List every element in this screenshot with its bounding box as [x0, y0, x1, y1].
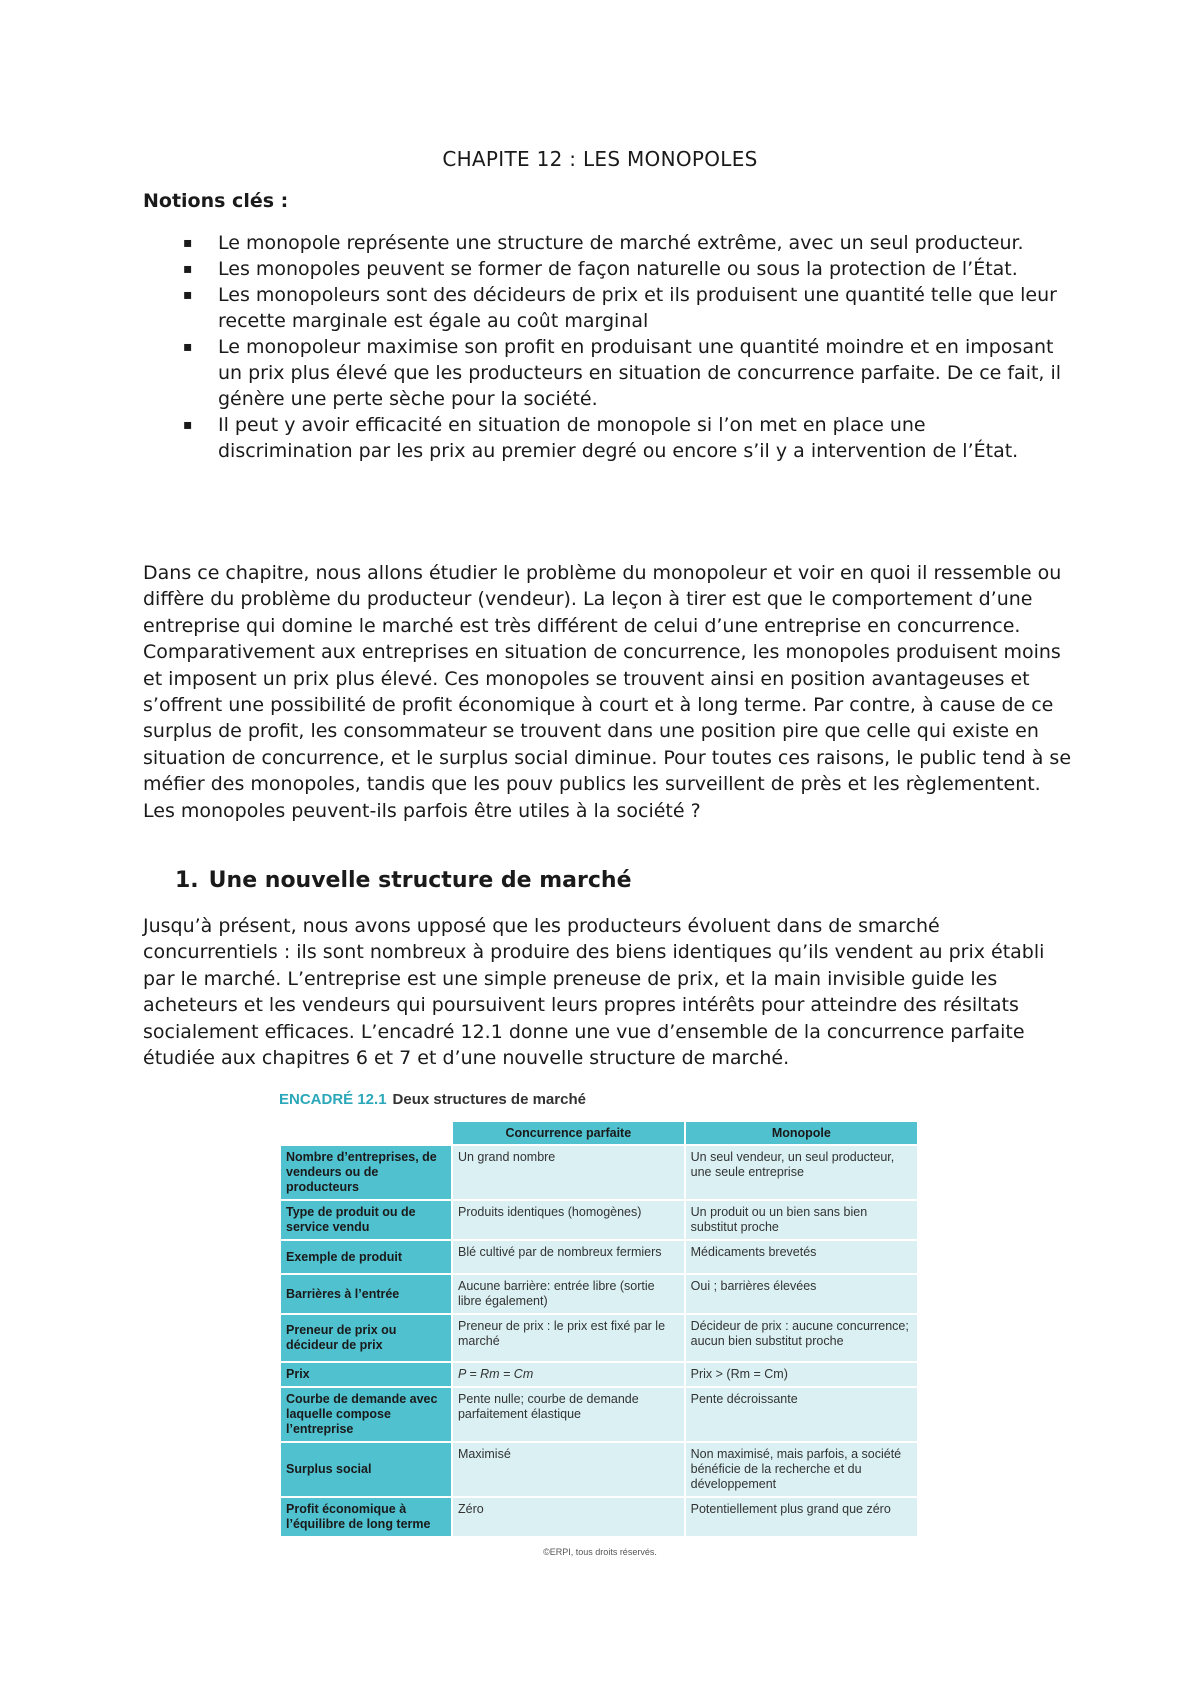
cell-monopole: Un produit ou un bien sans bien substitut proche — [685, 1200, 918, 1240]
section-heading — [175, 868, 631, 893]
cell-monopole: Pente décroissante — [685, 1387, 918, 1442]
encadre-title — [279, 1091, 919, 1108]
encadre-box — [279, 1091, 919, 1538]
cell-concurrence: Zéro — [452, 1497, 685, 1537]
cell-monopole: Décideur de prix : aucune concurrence; aucun bien substitut proche — [685, 1314, 918, 1362]
row-header: Courbe de demande avec laquelle compose l’entreprise — [280, 1387, 452, 1442]
intro-paragraph: Dans ce chapitre, nous allons étudier le problème du monopoleur et voir en quoi il ressemble ou diffère du problème du producteur (vendeur). La leçon à tirer est que le comportement d’une entreprise qui domine le marché est très différent de celui d’une entreprise en concurrence. Comparativement aux entreprises en situation de concurrence, les monopoles produisent moins et imposent un prix plus élevé. Ces monopoles se trouvent ainsi en position avantageuses et s’offrent une possibilité de profit économique à court et à long terme. Par contre, à cause de ce surplus de profit, les consommateur se trouvent dans une position pire que celle qui existe en situation de concurrence, et le surplus social diminue. Pour toutes ces raisons, le public tend à se méfier des monopoles, tandis que les pouv publics les surveillent de près et les règlementent. Les monopoles peuvent-ils parfois être utiles à la société ? — [143, 562, 1072, 822]
copyright-note: ©ERPI, tous droits réservés. — [543, 1547, 657, 1557]
table-row — [280, 1200, 918, 1240]
cell-concurrence: Un grand nombre — [452, 1145, 685, 1200]
encadre-heading: Deux structures de marché — [392, 1091, 586, 1108]
notions-list — [143, 230, 1063, 464]
bullet-icon: ▪ — [183, 261, 193, 277]
table-row — [280, 1497, 918, 1537]
cell-concurrence: Pente nulle; courbe de demande parfaitement élastique — [452, 1387, 685, 1442]
row-header: Exemple de produit — [280, 1240, 452, 1274]
list-item: ▪ Le monopoleur maximise son profit en produisant une quantité moindre et en imposant un prix plus élevé que les producteurs en situation de concurrence parfaite. De ce fait, il génère une perte sèche pour la société. — [183, 336, 1062, 410]
page-title: CHAPITE 12 : LES MONOPOLES — [442, 147, 758, 171]
header-monopole: Monopole — [685, 1121, 918, 1145]
row-header: Profit économique à l’équilibre de long terme — [280, 1497, 452, 1537]
notions-label: Notions clés : — [143, 190, 289, 212]
bullet-icon: ▪ — [183, 235, 193, 251]
table-header-row — [280, 1121, 918, 1145]
table-row — [280, 1240, 918, 1274]
cell-concurrence: Produits identiques (homogènes) — [452, 1200, 685, 1240]
cell-monopole: Médicaments brevetés — [685, 1240, 918, 1274]
cell-monopole: Prix > (Rm = Cm) — [685, 1362, 918, 1387]
cell-concurrence: Maximisé — [452, 1442, 685, 1497]
row-header: Preneur de prix ou décideur de prix — [280, 1314, 452, 1362]
cell-concurrence: Preneur de prix : le prix est fixé par le marché — [452, 1314, 685, 1362]
table-row — [280, 1145, 918, 1200]
list-item: ▪ Les monopoles peuvent se former de façon naturelle ou sous la protection de l’État. — [183, 258, 1018, 280]
cell-concurrence: P = Rm = Cm — [452, 1362, 685, 1387]
section-title: Une nouvelle structure de marché — [208, 868, 632, 893]
row-header: Type de produit ou de service vendu — [280, 1200, 452, 1240]
row-header: Surplus social — [280, 1442, 452, 1497]
market-structure-table — [279, 1120, 919, 1538]
section-number: 1. — [175, 868, 199, 893]
table-row — [280, 1314, 918, 1362]
row-header: Barrières à l’entrée — [280, 1274, 452, 1314]
section-paragraph: Jusqu’à présent, nous avons upposé que les producteurs évoluent dans de smarché concurrentiels : ils sont nombreux à produire des biens identiques qu’ils vendent au prix établi par le marché. L’entreprise est une simple preneuse de prix, et la main invisible guide les acheteurs et les vendeurs qui poursuivent leurs propres intérêts pour atteindre des résiltats socialement efficaces. L’encadré 12.1 donne une vue d’ensemble de la concurrence parfaite étudiée aux chapitres 6 et 7 et d’une nouvelle structure de marché. — [143, 915, 1045, 1070]
row-header: Prix — [280, 1362, 452, 1387]
cell-monopole: Non maximisé, mais parfois, a société bénéficie de la recherche et du développement — [685, 1442, 918, 1497]
bullet-icon: ▪ — [183, 287, 193, 303]
table-row — [280, 1387, 918, 1442]
cell-monopole: Potentiellement plus grand que zéro — [685, 1497, 918, 1537]
row-header: Nombre d’entreprises, de vendeurs ou de producteurs — [280, 1145, 452, 1200]
header-concurrence: Concurrence parfaite — [452, 1121, 685, 1145]
bullet-icon: ▪ — [183, 417, 193, 433]
cell-concurrence: Blé cultivé par de nombreux fermiers — [452, 1240, 685, 1274]
encadre-label: ENCADRÉ 12.1 — [279, 1091, 387, 1108]
cell-monopole: Oui ; barrières élevées — [685, 1274, 918, 1314]
cell-concurrence: Aucune barrière: entrée libre (sortie libre également) — [452, 1274, 685, 1314]
list-item: ▪ Les monopoleurs sont des décideurs de prix et ils produisent une quantité telle que leur recette marginale est égale au coût marginal — [183, 284, 1057, 332]
bullet-icon: ▪ — [183, 339, 193, 355]
cell-monopole: Un seul vendeur, un seul producteur, une seule entreprise — [685, 1145, 918, 1200]
table-row — [280, 1274, 918, 1314]
table-body — [280, 1145, 918, 1537]
list-item: ▪ Il peut y avoir efficacité en situation de monopole si l’on met en place une discrimination par les prix au premier degré ou encore s’il y a intervention de l’État. — [183, 414, 1019, 462]
header-blank — [280, 1121, 452, 1145]
table-row — [280, 1442, 918, 1497]
table-row — [280, 1362, 918, 1387]
list-item: ▪ Le monopole représente une structure de marché extrême, avec un seul producteur. — [183, 232, 1024, 254]
